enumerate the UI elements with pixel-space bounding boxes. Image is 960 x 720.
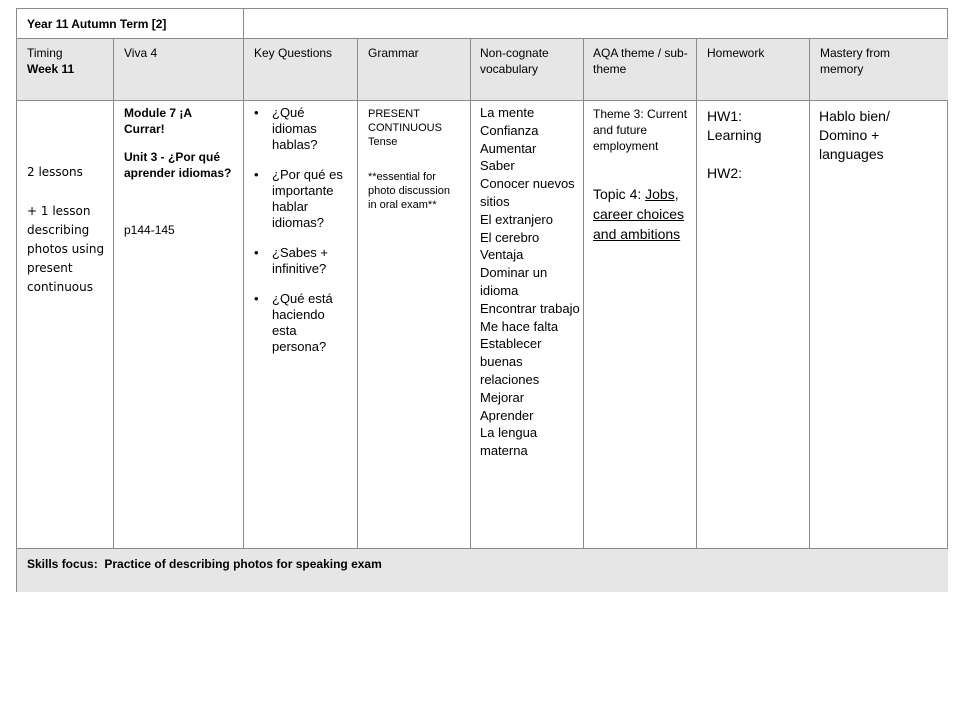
list-item: La lengua materna xyxy=(480,425,538,459)
aqa-topic-text: Jobs, career choices and ambitions xyxy=(593,186,685,242)
module-pages: p144-145 xyxy=(124,223,175,237)
aqa-topic xyxy=(593,184,691,244)
list-item: Conocer nuevos sitios xyxy=(480,176,575,209)
header-aqa-label: AQA theme / sub-theme xyxy=(593,46,688,76)
header-mastery-label: Mastery from memory xyxy=(820,46,891,76)
mastery-text: Hablo bien/ Domino + languages xyxy=(819,108,890,162)
module-unit: Unit 3 - ¿Por qué aprender idiomas? xyxy=(124,150,232,180)
header-timing-week: Week 11 xyxy=(27,62,75,76)
list-item: Confianza xyxy=(480,122,539,138)
header-timing-label: Timing xyxy=(27,46,63,60)
scheme-of-work-table xyxy=(16,8,948,592)
title-blank-cell xyxy=(244,9,948,39)
header-mastery xyxy=(810,39,948,101)
aqa-cell xyxy=(584,101,697,549)
grammar-tense: PRESENT CONTINUOUS Tense xyxy=(368,108,442,148)
list-item: Mejorar xyxy=(480,389,525,405)
timing-lessons: 2 lessons xyxy=(27,165,83,179)
homework-cell xyxy=(697,101,810,549)
key-questions-list xyxy=(254,105,344,369)
header-timing xyxy=(17,39,114,101)
list-item: Establecer buenas relaciones xyxy=(480,336,542,387)
list-item: El extranjero xyxy=(480,211,553,227)
header-grammar xyxy=(358,39,471,101)
list-item: Me hace falta xyxy=(480,318,559,334)
header-aqa xyxy=(584,39,697,101)
title-cell xyxy=(17,9,244,39)
grammar-cell xyxy=(358,101,471,549)
aqa-theme: Theme 3: Current and future employment xyxy=(593,107,688,153)
aqa-topic-label: Topic 4: xyxy=(593,186,642,202)
grammar-note: **essential for photo discussion in oral exam** xyxy=(368,171,450,211)
header-viva xyxy=(114,39,244,101)
module-cell xyxy=(114,101,244,549)
vocab-list xyxy=(480,104,582,460)
list-item: • ¿Sabes + infinitive? xyxy=(254,245,344,277)
header-vocab-label: Non-cognate vocabulary xyxy=(480,46,549,76)
timing-photo-lesson: + 1 lesson describing photos using present continuous xyxy=(27,204,105,294)
header-key-questions xyxy=(244,39,358,101)
list-item: • ¿Por qué es importante hablar idiomas? xyxy=(254,167,344,231)
timing-cell xyxy=(17,101,114,549)
header-homework-label: Homework xyxy=(707,46,765,60)
key-questions-cell xyxy=(244,101,358,549)
list-item: Dominar un idioma xyxy=(480,265,548,298)
homework-hw1: HW1: Learning xyxy=(707,108,762,143)
list-item: Encontrar trabajo xyxy=(480,300,580,316)
list-item: Saber xyxy=(480,158,515,174)
mastery-cell xyxy=(810,101,948,549)
list-item: Ventaja xyxy=(480,247,524,263)
list-item: Aumentar xyxy=(480,140,537,156)
skills-focus-cell xyxy=(17,549,948,592)
header-homework xyxy=(697,39,810,101)
list-item: • ¿Qué está haciendo esta persona? xyxy=(254,291,344,355)
skills-focus-text: Skills focus: Practice of describing photos for speaking exam xyxy=(27,557,382,571)
list-item: El cerebro xyxy=(480,229,540,245)
header-viva-label: Viva 4 xyxy=(124,46,158,60)
header-vocab xyxy=(471,39,584,101)
list-item: La mente xyxy=(480,105,535,120)
module-title: Module 7 ¡A Currar! xyxy=(124,106,192,136)
homework-hw2: HW2: xyxy=(707,165,742,181)
header-key-questions-label: Key Questions xyxy=(254,46,333,60)
list-item: Aprender xyxy=(480,407,534,423)
list-item: • ¿Qué idiomas hablas? xyxy=(254,105,344,153)
header-grammar-label: Grammar xyxy=(368,46,419,60)
vocab-cell xyxy=(471,101,584,549)
table-title: Year 11 Autumn Term [2] xyxy=(27,17,167,31)
